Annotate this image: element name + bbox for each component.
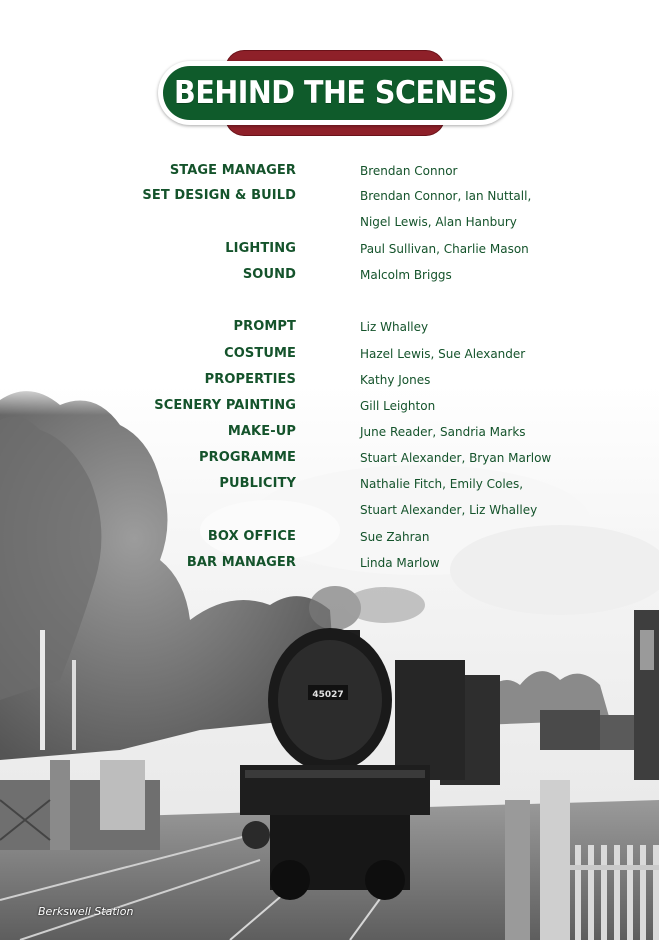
title-sign (158, 51, 512, 135)
credit-names: Kathy Jones (360, 373, 431, 387)
credit-role: SET DESIGN & BUILD (142, 188, 296, 203)
credit-row (0, 551, 659, 575)
credit-names: Gill Leighton (360, 399, 436, 413)
credit-row (0, 263, 659, 287)
credit-names: Stuart Alexander, Bryan Marlow (360, 451, 552, 465)
credit-row (0, 472, 659, 496)
credit-names: Nigel Lewis, Alan Hanbury (360, 215, 517, 229)
credit-names: Malcolm Briggs (360, 268, 452, 282)
credit-names: Paul Sullivan, Charlie Mason (360, 242, 529, 256)
page-title: BEHIND THE SCENES (173, 75, 497, 111)
credit-role: BOX OFFICE (207, 529, 296, 544)
credit-names: Hazel Lewis, Sue Alexander (360, 347, 526, 361)
credit-names: Nathalie Fitch, Emily Coles, (360, 477, 524, 491)
locomotive-number: 45027 (312, 690, 344, 700)
credit-row-continued (0, 210, 659, 234)
credit-names: Sue Zahran (360, 530, 430, 544)
credit-names: Brendan Connor (360, 164, 458, 178)
credit-row (0, 159, 659, 183)
credit-role: PROMPT (233, 319, 296, 334)
credit-names: June Reader, Sandria Marks (360, 425, 526, 439)
credit-role: SCENERY PAINTING (154, 398, 296, 413)
credit-row (0, 237, 659, 261)
credit-row (0, 342, 659, 366)
credit-role: PUBLICITY (219, 476, 296, 491)
credit-row (0, 368, 659, 392)
credit-names: Brendan Connor, Ian Nuttall, (360, 189, 532, 203)
credit-row (0, 525, 659, 549)
credit-role: SOUND (242, 267, 296, 282)
credit-role: LIGHTING (225, 241, 296, 256)
credit-names: Linda Marlow (360, 556, 440, 570)
photo-caption: Berkswell Station (38, 905, 134, 918)
credit-row-continued (0, 498, 659, 522)
credit-row (0, 420, 659, 444)
credit-role: PROGRAMME (199, 450, 296, 465)
credit-role: MAKE-UP (227, 424, 296, 439)
credit-names: Stuart Alexander, Liz Whalley (360, 503, 538, 517)
credit-row (0, 394, 659, 418)
credit-row (0, 315, 659, 339)
credit-role: BAR MANAGER (186, 555, 296, 570)
credit-row (0, 184, 659, 208)
credit-role: PROPERTIES (204, 372, 296, 387)
credit-role: COSTUME (224, 346, 296, 361)
credit-role: STAGE MANAGER (169, 163, 296, 178)
sign-green-band (163, 66, 507, 120)
credit-row (0, 446, 659, 470)
credit-names: Liz Whalley (360, 320, 429, 334)
